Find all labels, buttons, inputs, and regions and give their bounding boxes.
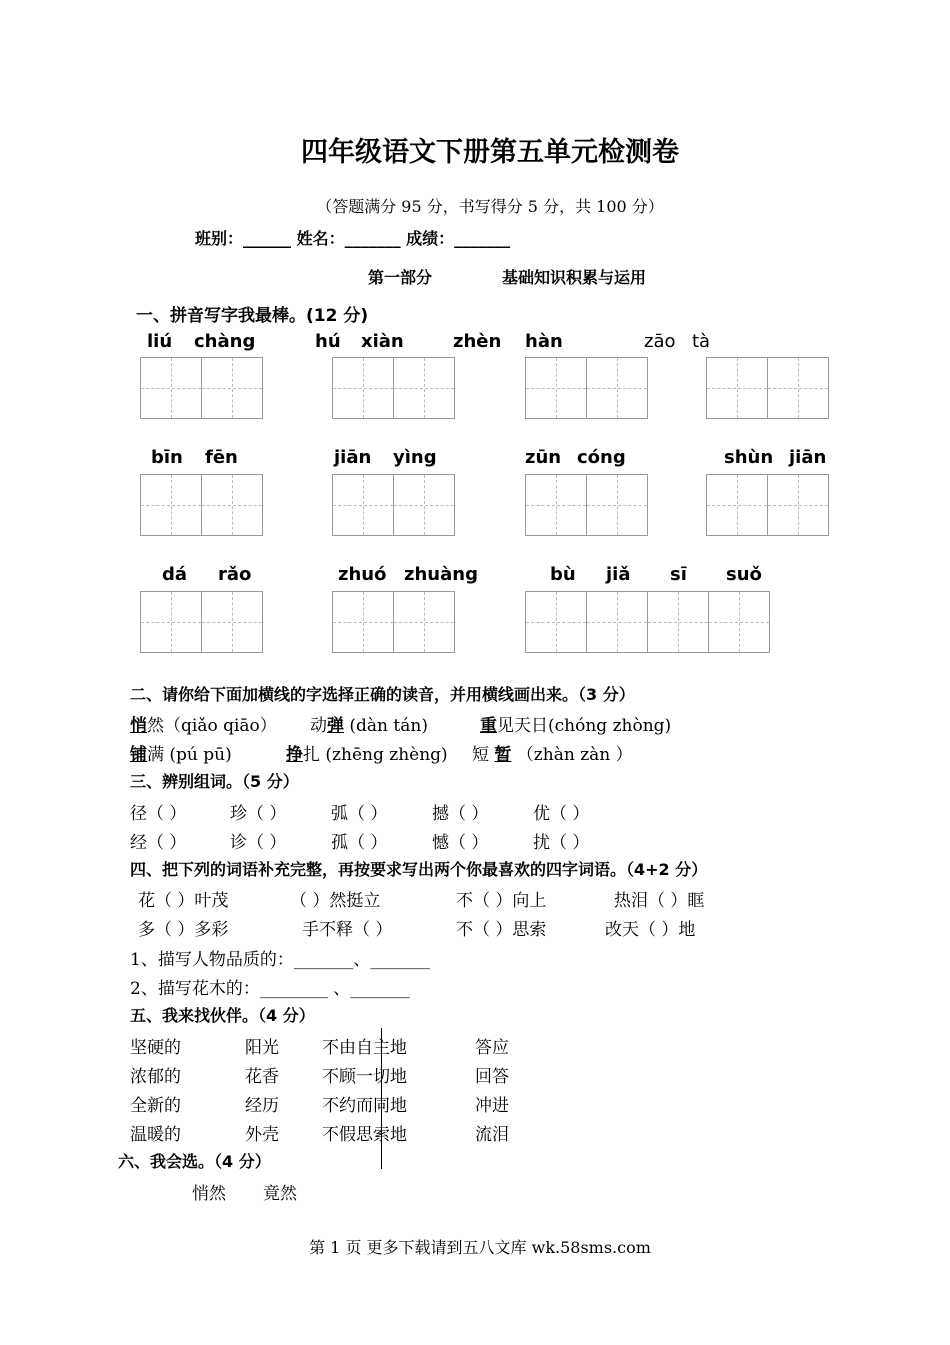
match-word[interactable]: 回答: [475, 1067, 509, 1087]
match-word[interactable]: 阳光: [245, 1038, 279, 1058]
pinyin: bù: [550, 564, 576, 585]
match-word[interactable]: 温暖的: [130, 1125, 181, 1145]
match-word[interactable]: 花香: [245, 1067, 279, 1087]
idiom-blank[interactable]: 不（ ）向上: [456, 891, 547, 911]
part-name: 第一部分: [368, 268, 433, 287]
match-word[interactable]: 经历: [245, 1096, 279, 1116]
writing-grid[interactable]: [332, 474, 454, 536]
pinyin: tà: [692, 331, 711, 352]
part-desc: 基础知识积累与运用: [502, 268, 647, 287]
word-group-blank[interactable]: 扰（ ）: [533, 833, 590, 853]
word-group-blank[interactable]: 经（ ）: [130, 833, 187, 853]
match-word[interactable]: 冲进: [475, 1096, 509, 1116]
word-group-blank[interactable]: 弧（ ）: [331, 804, 388, 824]
writing-grid[interactable]: [706, 474, 828, 536]
match-word[interactable]: 流泪: [475, 1125, 509, 1145]
q6-heading: 六、我会选。（4 分）: [118, 1152, 271, 1171]
reading-choice[interactable]: 铺满 (pú pū): [130, 745, 232, 765]
q3-heading: 三、辨别组词。（5 分）: [130, 772, 299, 791]
word-group-blank[interactable]: 径（ ）: [130, 804, 187, 824]
pinyin: jiǎ: [606, 564, 631, 585]
pinyin: hú: [315, 331, 341, 352]
pinyin: suǒ: [726, 564, 762, 585]
page-footer: 第 1 页 更多下载请到五八文库 wk.58sms.com: [309, 1238, 651, 1257]
writing-grid[interactable]: [332, 591, 454, 653]
idiom-blank[interactable]: 热泪（ ）眶: [614, 891, 705, 911]
writing-grid[interactable]: [525, 474, 647, 536]
pinyin: fēn: [205, 447, 238, 468]
idiom-blank[interactable]: （ ）然挺立: [290, 891, 381, 911]
q5-heading: 五、我来找伙伴。（4 分）: [130, 1006, 315, 1025]
word-group-blank[interactable]: 憾（ ）: [432, 833, 489, 853]
pinyin: liú: [147, 331, 173, 352]
pinyin: hàn: [525, 331, 563, 352]
match-word[interactable]: 坚硬的: [130, 1038, 181, 1058]
pinyin: zāo: [644, 331, 676, 352]
match-word[interactable]: 不由自主地: [322, 1038, 407, 1058]
idiom-blank[interactable]: 手不释（ ）: [302, 920, 393, 940]
pinyin: jiān: [334, 447, 372, 468]
page-title: 四年级语文下册第五单元检测卷: [301, 137, 679, 168]
word-group-blank[interactable]: 撼（ ）: [432, 804, 489, 824]
match-word[interactable]: 外壳: [245, 1125, 279, 1145]
pinyin: xiàn: [361, 331, 404, 352]
pinyin: sī: [670, 564, 687, 585]
pinyin: shùn: [724, 447, 774, 468]
word-group-blank[interactable]: 珍（ ）: [230, 804, 287, 824]
option-word: 竟然: [263, 1184, 297, 1204]
pinyin: zhèn: [453, 331, 502, 352]
match-word[interactable]: 浓郁的: [130, 1067, 181, 1087]
reading-choice[interactable]: 悄然（qiǎo qiāo）: [130, 716, 277, 736]
match-word[interactable]: 不约而同地: [322, 1096, 407, 1116]
writing-grid[interactable]: [525, 591, 769, 653]
word-group-blank[interactable]: 孤（ ）: [331, 833, 388, 853]
pinyin: bīn: [151, 447, 183, 468]
writing-grid[interactable]: [140, 357, 262, 419]
q2-heading: 二、请你给下面加横线的字选择正确的读音，并用横线画出来。（3 分）: [130, 685, 635, 704]
pinyin: zhuàng: [404, 564, 478, 585]
pinyin: yìng: [393, 447, 437, 468]
pinyin: zūn: [525, 447, 562, 468]
match-word[interactable]: 不顾一切地: [322, 1067, 407, 1087]
reading-choice[interactable]: 动弹 (dàn tán): [310, 716, 428, 736]
idiom-blank[interactable]: 多（ ）多彩: [138, 920, 229, 940]
writing-grid[interactable]: [140, 591, 262, 653]
writing-grid[interactable]: [332, 357, 454, 419]
answer-line[interactable]: 1、描写人物品质的：_______、_______: [130, 950, 430, 970]
reading-choice[interactable]: 短 暂 （zhàn zàn ）: [472, 745, 633, 765]
pinyin: jiān: [789, 447, 827, 468]
word-group-blank[interactable]: 诊（ ）: [230, 833, 287, 853]
answer-line[interactable]: 2、描写花木的：________ 、_______: [130, 979, 410, 999]
match-word[interactable]: 不假思索地: [322, 1125, 407, 1145]
option-word: 悄然: [192, 1184, 226, 1204]
pinyin: dá: [162, 564, 188, 585]
idiom-blank[interactable]: 不（ ）思索: [456, 920, 547, 940]
pinyin: rǎo: [218, 564, 252, 585]
student-info-line: 班别：______ 姓名：_______ 成绩：_______: [195, 229, 511, 248]
writing-grid[interactable]: [140, 474, 262, 536]
idiom-blank[interactable]: 花（ ）叶茂: [138, 891, 229, 911]
divider-line: [381, 1028, 382, 1169]
idiom-blank[interactable]: 改天（ ）地: [605, 920, 696, 940]
match-word[interactable]: 全新的: [130, 1096, 181, 1116]
writing-grid[interactable]: [525, 357, 647, 419]
pinyin: zhuó: [338, 564, 387, 585]
reading-choice[interactable]: 重见天日(chóng zhòng): [480, 716, 672, 736]
word-group-blank[interactable]: 优（ ）: [533, 804, 590, 824]
reading-choice[interactable]: 挣扎 (zhēng zhèng): [286, 745, 448, 765]
writing-grid[interactable]: [706, 357, 828, 419]
match-word[interactable]: 答应: [475, 1038, 509, 1058]
q4-heading: 四、把下列的词语补充完整，再按要求写出两个你最喜欢的四字词语。（4+2 分）: [130, 860, 708, 879]
score-note: （答题满分 95 分，书写得分 5 分，共 100 分）: [316, 197, 664, 216]
pinyin: cóng: [577, 447, 626, 468]
pinyin: chàng: [194, 331, 256, 352]
q1-heading: 一、拼音写字我最棒。(12 分): [136, 306, 369, 326]
